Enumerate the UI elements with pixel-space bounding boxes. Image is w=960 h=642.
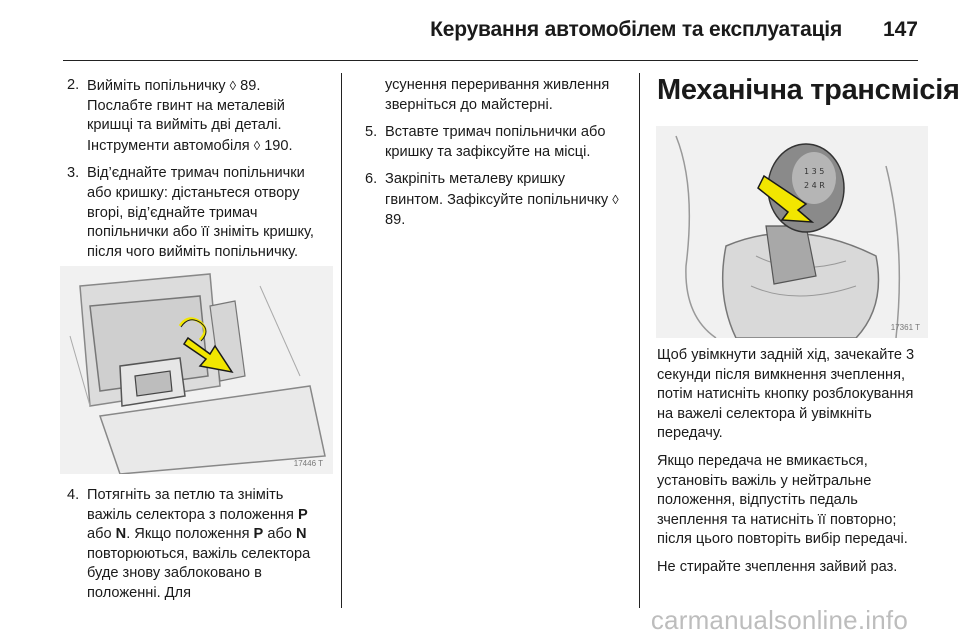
list-number: 4.: [67, 487, 80, 503]
list-number: 6.: [365, 171, 378, 188]
list-text: Від’єднайте тримач попільнички або кришку: дістаньтеся отвору вгорі, від’єднайте тримач попільнички або її зніміть кришку, після чого вийміть попільничку.: [87, 165, 314, 260]
list-text: повторюються, важіль селектора буде знову заблоковано в положенні. Для: [87, 545, 311, 601]
paragraph: Якщо передача не вмикається, установіть важіль у нейтральне положення, відпустіть педаль зчеплення та натисніть її повторно; після цього повторіть вибір передачі.: [657, 452, 908, 548]
reference-page: 89.: [236, 78, 261, 94]
column-3-text: [657, 346, 929, 586]
page-header: [0, 0, 960, 60]
continued-text: усунення переривання живлення зверніться до майстерні.: [385, 77, 610, 113]
list-text: або: [263, 526, 296, 543]
section-title: Механічна трансмісія: [657, 74, 960, 106]
list-item-5: [365, 123, 627, 162]
list-text: Послабте гвинт на металевій кришці та вийміть дві деталі. Інструменти автомобіля: [87, 97, 285, 154]
list-item-3: [67, 164, 329, 262]
list-text: або: [87, 526, 116, 543]
page-reference-icon: ◊: [253, 137, 261, 153]
header-divider: [63, 60, 918, 61]
gear-position-p: P: [297, 506, 308, 523]
paragraph: Щоб увімкнути задній хід, зачекайте 3 секунди після вимкнення зчеплення, потім натисніть кнопку розблокування на важелі селектора й увімкніть передачу.: [657, 347, 915, 442]
chapter-title: Керування автомобілем та експлуатація: [430, 18, 842, 41]
list-number: 5.: [365, 124, 378, 141]
list-number: 3.: [67, 165, 80, 182]
gear-position-n: N: [295, 526, 307, 543]
list-item-2: [67, 76, 329, 156]
column-1-lower: [67, 486, 329, 612]
svg-text:1 3 5: 1 3 5: [804, 167, 825, 176]
gear-position-n: N: [115, 526, 127, 543]
figure-caption: 17446 T: [293, 459, 323, 468]
list-text: Вийміть попільничку: [87, 78, 230, 94]
column-2: [365, 76, 627, 238]
watermark: carmanualsonline.info: [650, 605, 908, 635]
reference-page: 190.: [260, 137, 293, 154]
svg-text:2 4 R: 2 4 R: [804, 181, 825, 190]
figure-caption: 17361 T: [890, 323, 920, 332]
list-item-4: [67, 486, 329, 604]
list-item-6: [365, 170, 627, 230]
gear-lever-illustration: [656, 126, 928, 338]
column-divider-1: [341, 73, 342, 608]
page-number: 147: [882, 18, 918, 41]
column-1: [67, 76, 329, 270]
list-text: . Якщо положення: [126, 526, 254, 543]
reference-page: 89.: [385, 211, 406, 228]
column-divider-2: [639, 73, 640, 608]
list-text: Закріпіть металеву кришку гвинтом. Зафіксуйте попільничку: [385, 171, 613, 208]
list-number: 2.: [67, 77, 80, 93]
page-reference-icon: ◊: [612, 191, 619, 207]
paragraph: Не стирайте зчеплення зайвий раз.: [657, 558, 898, 575]
gear-position-p: P: [253, 526, 264, 543]
list-text: Вставте тримач попільнички або кришку та зафіксуйте на місці.: [385, 124, 606, 160]
ashtray-removal-illustration: [60, 266, 333, 474]
page-reference-icon: ◊: [229, 78, 237, 93]
list-text: Потягніть за петлю та зніміть важіль селектора з положення: [87, 487, 298, 523]
